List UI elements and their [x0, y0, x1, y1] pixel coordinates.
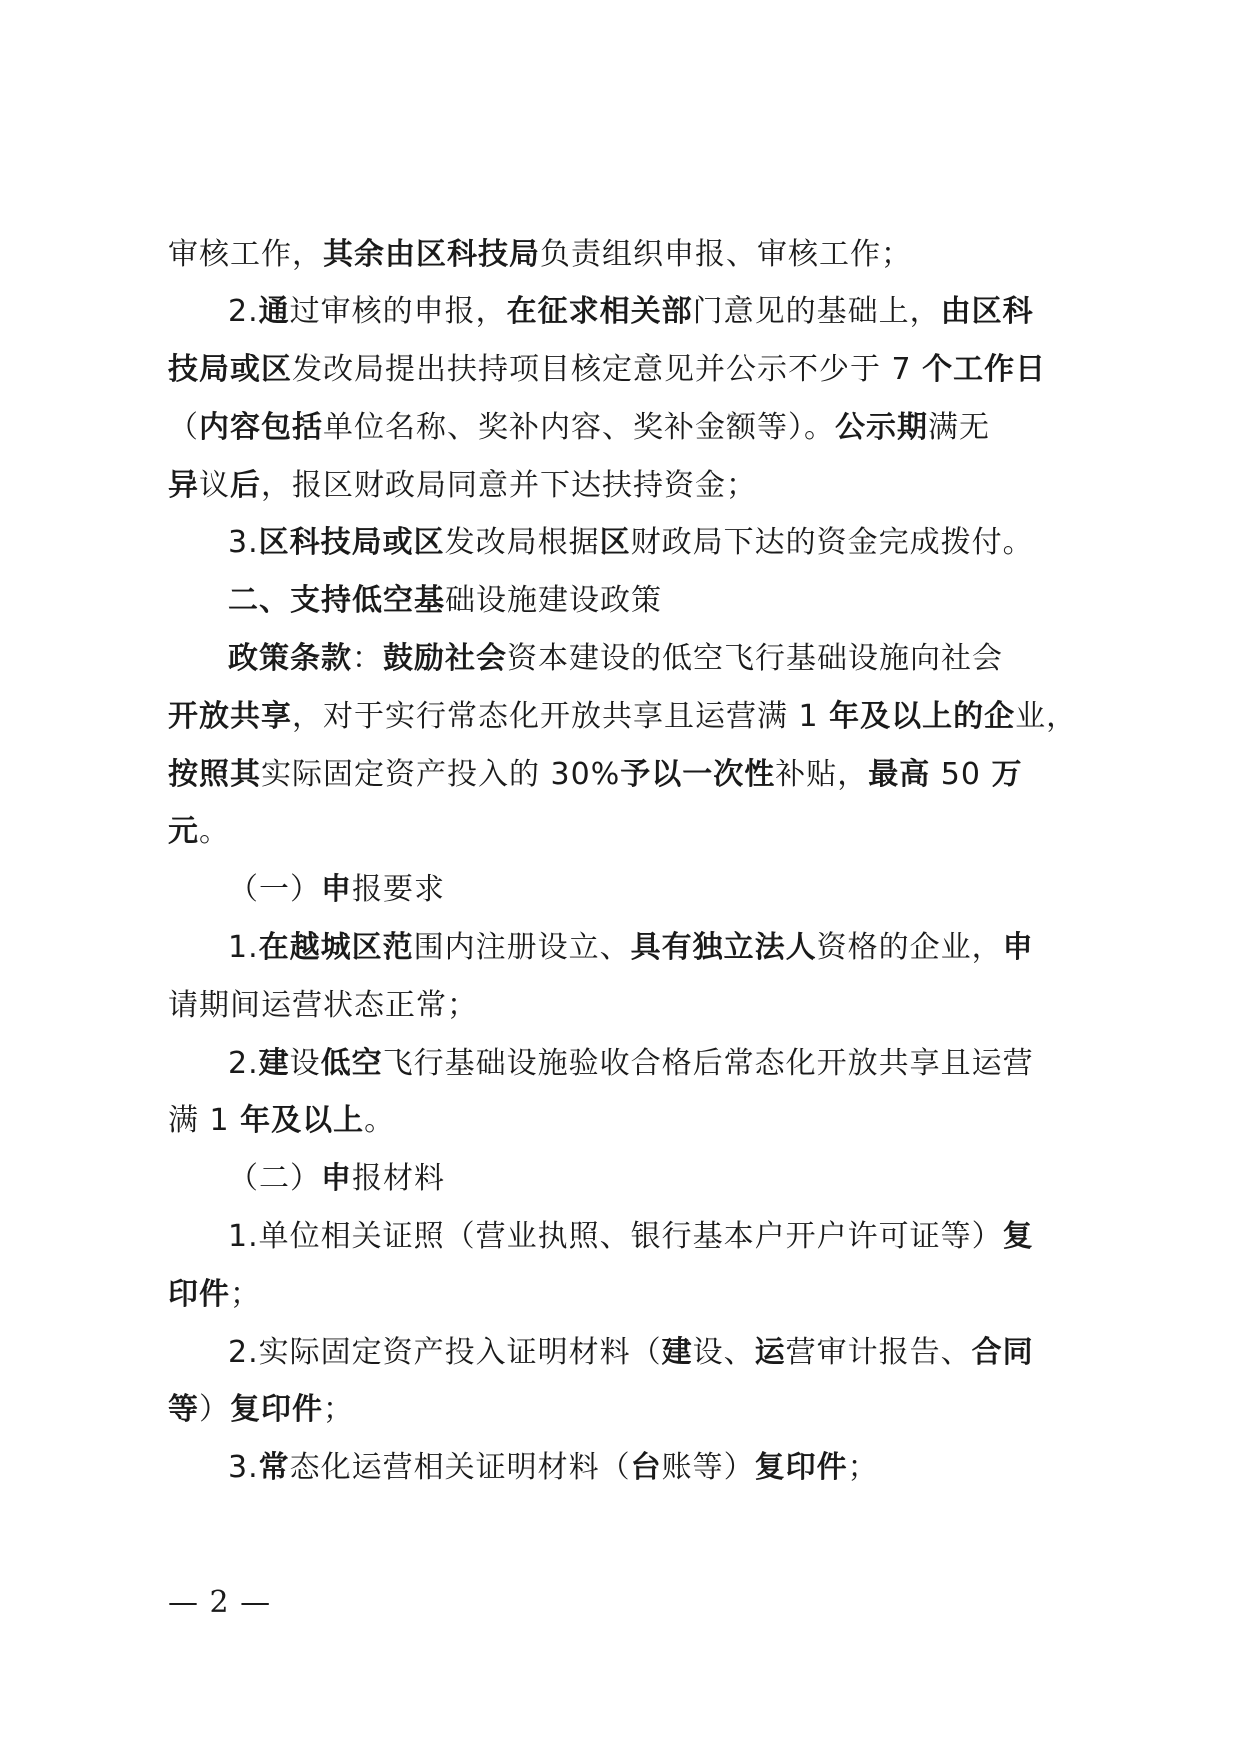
- text-run: 建: [661, 1335, 693, 1370]
- text-line: [228, 928, 1034, 968]
- text-run: 资格的企业，: [816, 930, 1003, 965]
- text-run: 其余由区科技局: [323, 237, 540, 272]
- text-run: 发改局根据: [444, 525, 600, 560]
- text-line: [168, 350, 1046, 390]
- text-line: [168, 235, 912, 275]
- text-line: [168, 408, 990, 448]
- text-run: 元: [168, 814, 199, 849]
- text-run: 3.: [228, 1450, 259, 1485]
- text-run: 具有独立法人: [630, 930, 817, 965]
- text-line: [228, 1159, 445, 1199]
- text-run: 复印件: [230, 1392, 323, 1427]
- text-run: 申: [1002, 930, 1034, 965]
- text-run: 年及以上: [240, 1103, 365, 1138]
- text-run: 1.单位相关证照（营业执照、银行基本户开户许可证等）: [228, 1219, 1003, 1254]
- text-run: 最高: [868, 757, 931, 792]
- text-line: [168, 755, 1022, 795]
- text-run: 2.: [228, 294, 259, 329]
- text-run: 满无: [928, 410, 990, 445]
- text-run: 补贴，: [775, 757, 869, 792]
- text-run: 。: [199, 814, 230, 849]
- text-run: 审核工作，: [168, 237, 323, 272]
- text-run: ，报区财政局同意并下达扶持资金；: [261, 468, 757, 503]
- text-line: [228, 1448, 879, 1488]
- text-run: 等: [168, 1392, 199, 1427]
- text-run: 报材料: [352, 1161, 445, 1196]
- text-run: 账等）: [661, 1450, 755, 1485]
- text-run: 印件: [168, 1277, 230, 1312]
- text-run: （二）: [228, 1161, 321, 1196]
- text-run: 报要求: [352, 872, 445, 907]
- page-number: — 2 —: [168, 1585, 272, 1620]
- text-run: 低空: [320, 1046, 383, 1081]
- text-run: 1.: [228, 930, 259, 965]
- text-line: [228, 292, 1034, 332]
- text-run: ：: [352, 641, 383, 676]
- text-run: 单位名称、奖补内容、奖补金额等）。: [323, 410, 835, 445]
- text-run: 常: [258, 1450, 290, 1485]
- text-run: 个工作日: [922, 352, 1047, 387]
- text-line: [228, 581, 662, 621]
- text-run: 业，: [1015, 699, 1078, 734]
- text-line: [228, 523, 1034, 563]
- text-run: 过审核的申报，: [289, 294, 507, 329]
- text-run: 公示期: [835, 410, 928, 445]
- text-run: 区科技局或区: [258, 525, 445, 560]
- text-run: 飞行基础设施验收合格后常态化开放共享且运营: [382, 1046, 1034, 1081]
- text-run: 在越城区范: [258, 930, 414, 965]
- text-run: 后: [230, 468, 261, 503]
- text-run: 2.实际固定资产投入证明材料（: [228, 1335, 662, 1370]
- text-run: 内容包括: [199, 410, 323, 445]
- text-run: 围内注册设立、: [413, 930, 631, 965]
- text-run: 。: [364, 1103, 396, 1138]
- text-run: 申: [321, 1161, 352, 1196]
- text-run: 复: [1002, 1219, 1034, 1254]
- text-run: ，对于实行常态化开放共享且运营满 1: [292, 699, 830, 734]
- text-line: [228, 1333, 1034, 1373]
- text-run: 年及以上的企: [829, 699, 1016, 734]
- text-run: ；: [323, 1392, 354, 1427]
- text-run: 开放共享: [168, 699, 292, 734]
- text-line: [228, 1217, 1034, 1257]
- text-run: （一）: [228, 872, 321, 907]
- text-run: 申: [321, 872, 352, 907]
- text-line: [228, 639, 1003, 679]
- text-run: 50: [930, 757, 992, 792]
- text-run: 请期间运营状态正常；: [168, 988, 478, 1023]
- text-line: [168, 1275, 261, 1315]
- text-line: [228, 1044, 1034, 1084]
- text-line: [168, 466, 757, 506]
- text-run: 合同: [971, 1335, 1034, 1370]
- text-run: 础设施建设政策: [445, 583, 662, 618]
- text-run: 财政局下达的资金完成拨付。: [630, 525, 1034, 560]
- text-run: 3.: [228, 525, 259, 560]
- text-line: [168, 812, 230, 852]
- text-run: 发改局提出扶持项目核定意见并公示不少于 7: [292, 352, 923, 387]
- text-run: 通: [258, 294, 290, 329]
- text-run: ；: [230, 1277, 261, 1312]
- text-run: 二、支持低空基: [228, 583, 445, 618]
- text-run: （: [168, 410, 199, 445]
- text-line: [168, 986, 478, 1026]
- text-run: 政策条款: [228, 641, 352, 676]
- text-run: 设: [289, 1046, 321, 1081]
- text-run: 营审计报告、: [785, 1335, 972, 1370]
- text-run: 技局或区: [168, 352, 292, 387]
- text-run: 满 1: [168, 1103, 241, 1138]
- text-line: [168, 1390, 354, 1430]
- text-run: 复印件: [754, 1450, 848, 1485]
- text-run: 负责组织申报、审核工作；: [540, 237, 912, 272]
- text-run: 设、: [692, 1335, 755, 1370]
- text-run: 异: [168, 468, 199, 503]
- text-run: 议: [199, 468, 230, 503]
- text-run: 资本建设的低空飞行基础设施向社会: [507, 641, 1003, 676]
- text-run: 在征求相关部: [506, 294, 693, 329]
- text-line: [228, 870, 445, 910]
- text-run: 鼓励社会: [383, 641, 507, 676]
- text-run: 予以一次性: [620, 757, 776, 792]
- text-run: 按照其: [168, 757, 261, 792]
- text-run: 由区科: [940, 294, 1034, 329]
- text-run: 万: [991, 757, 1023, 792]
- text-run: ）: [199, 1392, 230, 1427]
- text-run: 门意见的基础上，: [692, 294, 941, 329]
- text-run: 2.: [228, 1046, 259, 1081]
- text-run: 态化运营相关证明材料（: [289, 1450, 631, 1485]
- text-line: [168, 697, 1077, 737]
- text-run: 建: [258, 1046, 290, 1081]
- text-run: 实际固定资产投入的 30%: [261, 757, 621, 792]
- text-run: ；: [847, 1450, 879, 1485]
- text-run: 区: [599, 525, 631, 560]
- text-run: 运: [754, 1335, 786, 1370]
- text-line: [168, 1101, 395, 1141]
- text-run: 台: [630, 1450, 662, 1485]
